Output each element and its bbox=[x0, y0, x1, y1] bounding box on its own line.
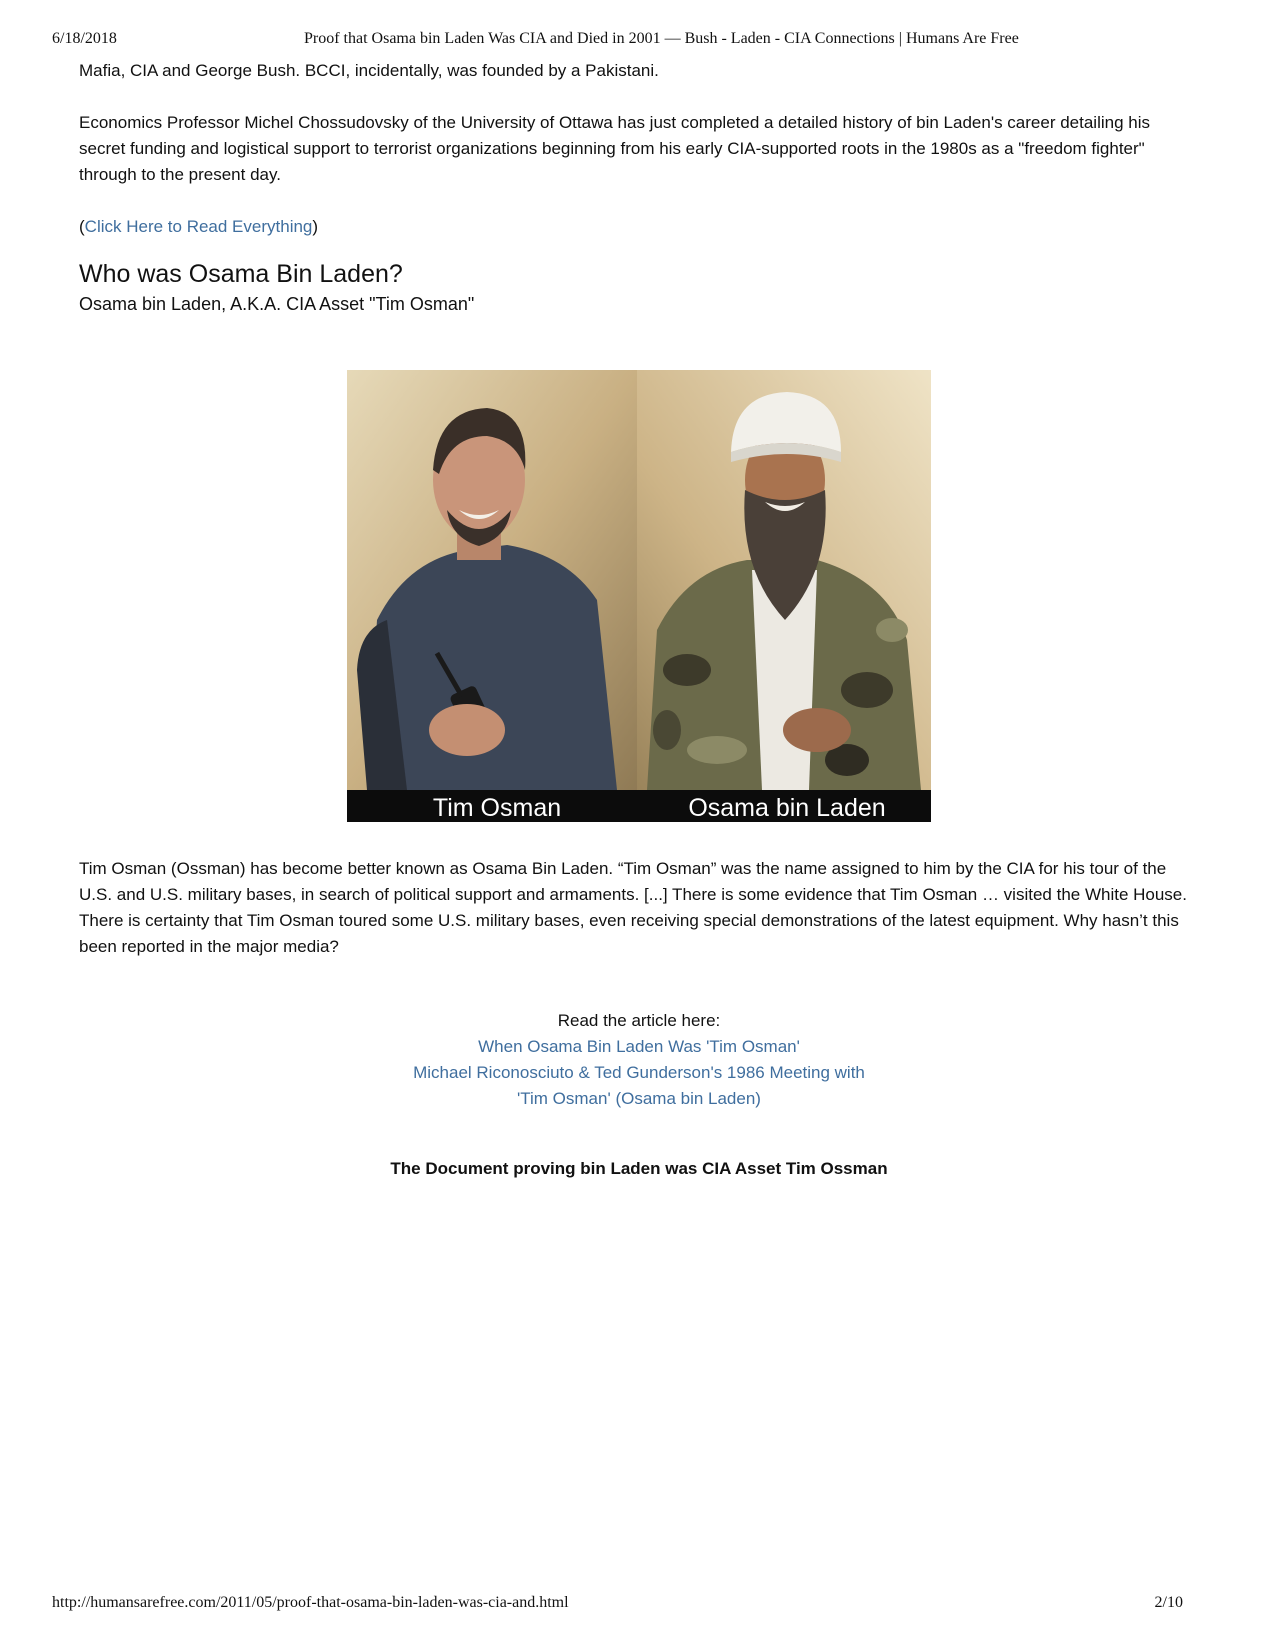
comparison-photo-graphic bbox=[347, 370, 931, 822]
print-date: 6/18/2018 bbox=[52, 30, 117, 47]
paragraph-chossudovsky: Economics Professor Michel Chossudovsky of the University of Ottawa has just completed a detailed history of bin Laden's career detailing his secret funding and logistical support to terrorist organizations beginning from his early CIA-supported roots in the 1980s as a "freedom fighter" through to the present day. bbox=[79, 113, 1150, 184]
read-article-block bbox=[79, 1008, 1199, 1112]
meeting-article-link-line2[interactable]: 'Tim Osman' (Osama bin Laden) bbox=[517, 1089, 761, 1108]
right-photo-caption: Osama bin Laden bbox=[688, 794, 886, 822]
read-article-intro: Read the article here: bbox=[557, 1011, 721, 1030]
paren-open: ( bbox=[79, 217, 85, 236]
read-everything-link[interactable]: Click Here to Read Everything bbox=[84, 217, 313, 236]
print-page-title: Proof that Osama bin Laden Was CIA and Died in 2001 — Bush - Laden - CIA Connections | Humans Are Free bbox=[304, 30, 1019, 47]
print-url: http://humansarefree.com/2011/05/proof-that-osama-bin-laden-was-cia-and.html bbox=[52, 1594, 569, 1611]
paren-close: ) bbox=[312, 217, 319, 236]
left-photo-caption: Tim Osman bbox=[432, 794, 562, 822]
tim-osman-article-link[interactable]: When Osama Bin Laden Was 'Tim Osman' bbox=[478, 1037, 800, 1056]
document-caption: The Document proving bin Laden was CIA Asset Tim Ossman bbox=[390, 1159, 888, 1178]
section-subheading: Osama bin Laden, A.K.A. CIA Asset "Tim Osman" bbox=[79, 294, 475, 314]
print-footer bbox=[52, 1594, 1223, 1616]
paragraph-bcci: Mafia, CIA and George Bush. BCCI, incidentally, was founded by a Pakistani. bbox=[79, 61, 659, 80]
print-page-number: 2/10 bbox=[1154, 1594, 1183, 1611]
meeting-article-link-line1[interactable]: Michael Riconosciuto & Ted Gunderson's 1986 Meeting with bbox=[413, 1063, 865, 1082]
paragraph-tim-osman: Tim Osman (Ossman) has become better known as Osama Bin Laden. “Tim Osman” was the name assigned to him by the CIA for his tour of the U.S. and U.S. military bases, in search of political support and armaments. [...] There is some evidence that Tim Osman … visited the White House. There is certainty that Tim Osman toured some U.S. military bases, even receiving special demonstrations of the latest equipment. Why hasn’t this been reported in the major media? bbox=[79, 859, 1187, 956]
comparison-photo bbox=[347, 370, 931, 822]
section-heading: Who was Osama Bin Laden? bbox=[79, 260, 403, 288]
read-everything-line bbox=[79, 214, 318, 240]
print-header bbox=[52, 30, 1223, 52]
